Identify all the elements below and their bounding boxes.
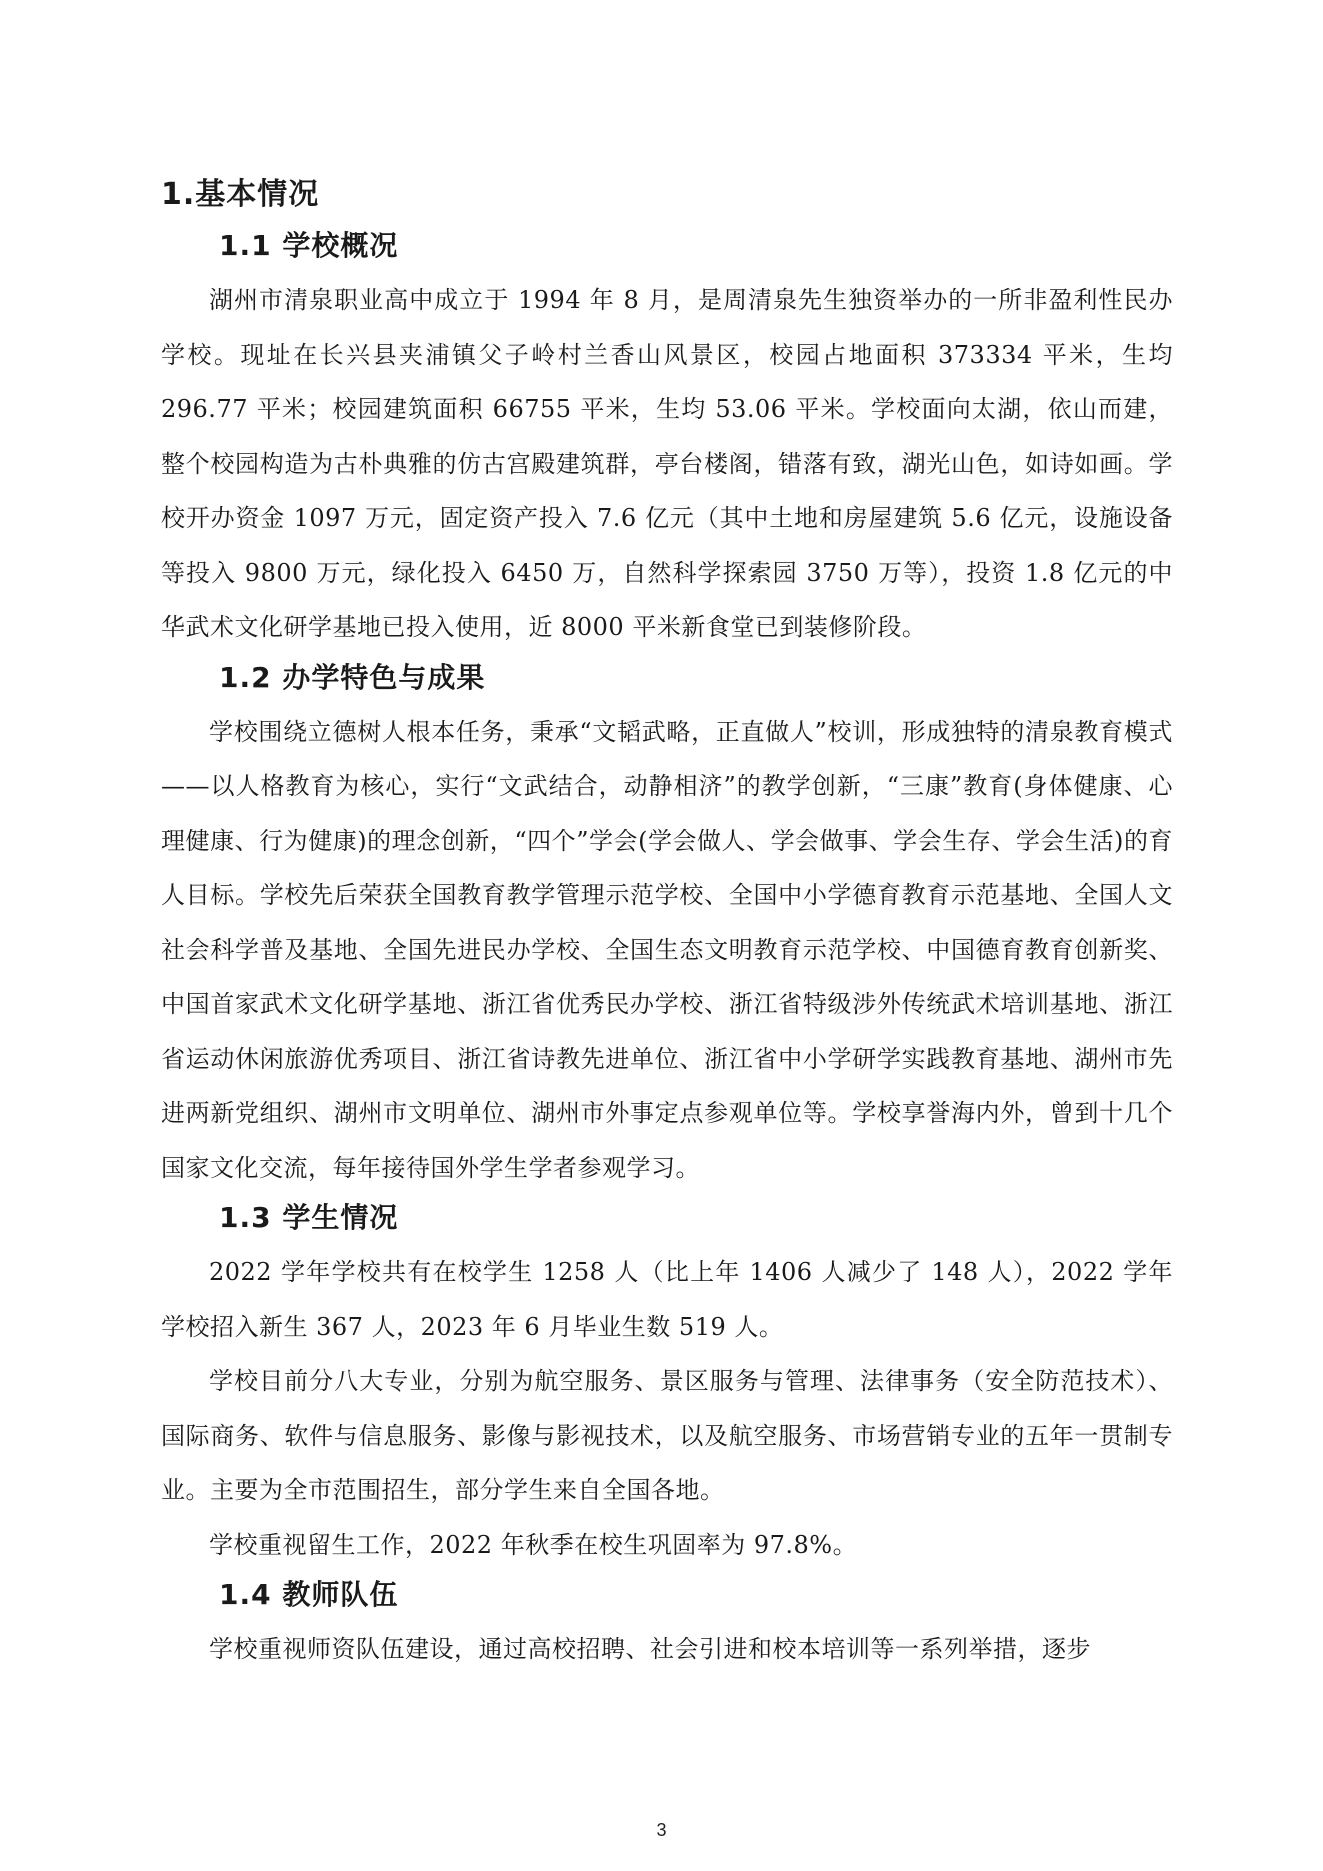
page-content (161, 165, 1173, 1677)
subsection-title: 1.4 教师队伍 (219, 1578, 399, 1611)
paragraph: 学校目前分八大专业，分别为航空服务、景区服务与管理、法律事务（安全防范技术）、国际商务、软件与信息服务、影像与影视技术，以及航空服务、市场营销专业的五年一贯制专业。主要为全市范围招生，部分学生来自全国各地。 (161, 1367, 1173, 1504)
subsection-title: 1.2 办学特色与成果 (219, 660, 486, 694)
paragraph: 学校重视师资队伍建设，通过高校招聘、社会引进和校本培训等一系列举措，逐步 (209, 1635, 1091, 1663)
paragraph: 2022 学年学校共有在校学生 1258 人（比上年 1406 人减少了 148 人），2022 学年学校招入新生 367 人，2023 年 6 月毕业生数 519 人。 (161, 1258, 1173, 1341)
paragraph: 湖州市清泉职业高中成立于 1994 年 8 月，是周清泉先生独资举办的一所非盈利性民办学校。现址在长兴县夹浦镇父子岭村兰香山风景区，校园占地面积 373334 平米，生均 296.77 平米；校园建筑面积 66755 平米，生均 53.06 平米。学校面向太湖，依山而建，整个校园构造为古朴典雅的仿古宫殿建筑群，亭台楼阁，错落有致，湖光山色，如诗如画。学校开办资金 1097 万元，固定资产投入 7.6 亿元（其中土地和房屋建筑 5.6 亿元，设施设备等投入 9800 万元，绿化投入 6450 万，自然科学探索园 3750 万等），投资 1.8 亿元的中华武术文化研学基地已投入使用，近 8000 平米新食堂已到装修阶段。 (161, 286, 1173, 641)
subsection-1-1 (161, 223, 1173, 655)
page-number: 3 (656, 1820, 667, 1840)
section-title: 1.基本情况 (161, 177, 320, 212)
paragraph: 学校重视留生工作，2022 年秋季在校生巩固率为 97.8%。 (209, 1530, 858, 1559)
paragraph: 学校围绕立德树人根本任务，秉承“文韬武略，正直做人”校训，形成独特的清泉教育模式——以人格教育为核心，实行“文武结合，动静相济”的教学创新，“三康”教育(身体健康、心理健康、行为健康)的理念创新，“四个”学会(学会做人、学会做事、学会生存、学会生活)的育人目标。学校先后荣获全国教育教学管理示范学校、全国中小学德育教育示范基地、全国人文社会科学普及基地、全国先进民办学校、全国生态文明教育示范学校、中国德育教育创新奖、中国首家武术文化研学基地、浙江省优秀民办学校、浙江省特级涉外传统武术培训基地、浙江省运动休闲旅游优秀项目、浙江省诗教先进单位、浙江省中小学研学实践教育基地、湖州市先进两新党组织、湖州市文明单位、湖州市外事定点参观单位等。学校享誉海内外，曾到十几个国家文化交流，每年接待国外学生学者参观学习。 (161, 717, 1173, 1182)
subsection-1-2 (161, 655, 1173, 1196)
subsection-1-3 (161, 1195, 1173, 1572)
subsection-title: 1.3 学生情况 (219, 1201, 399, 1234)
subsection-title: 1.1 学校概况 (219, 229, 399, 262)
subsection-1-4 (161, 1572, 1173, 1677)
